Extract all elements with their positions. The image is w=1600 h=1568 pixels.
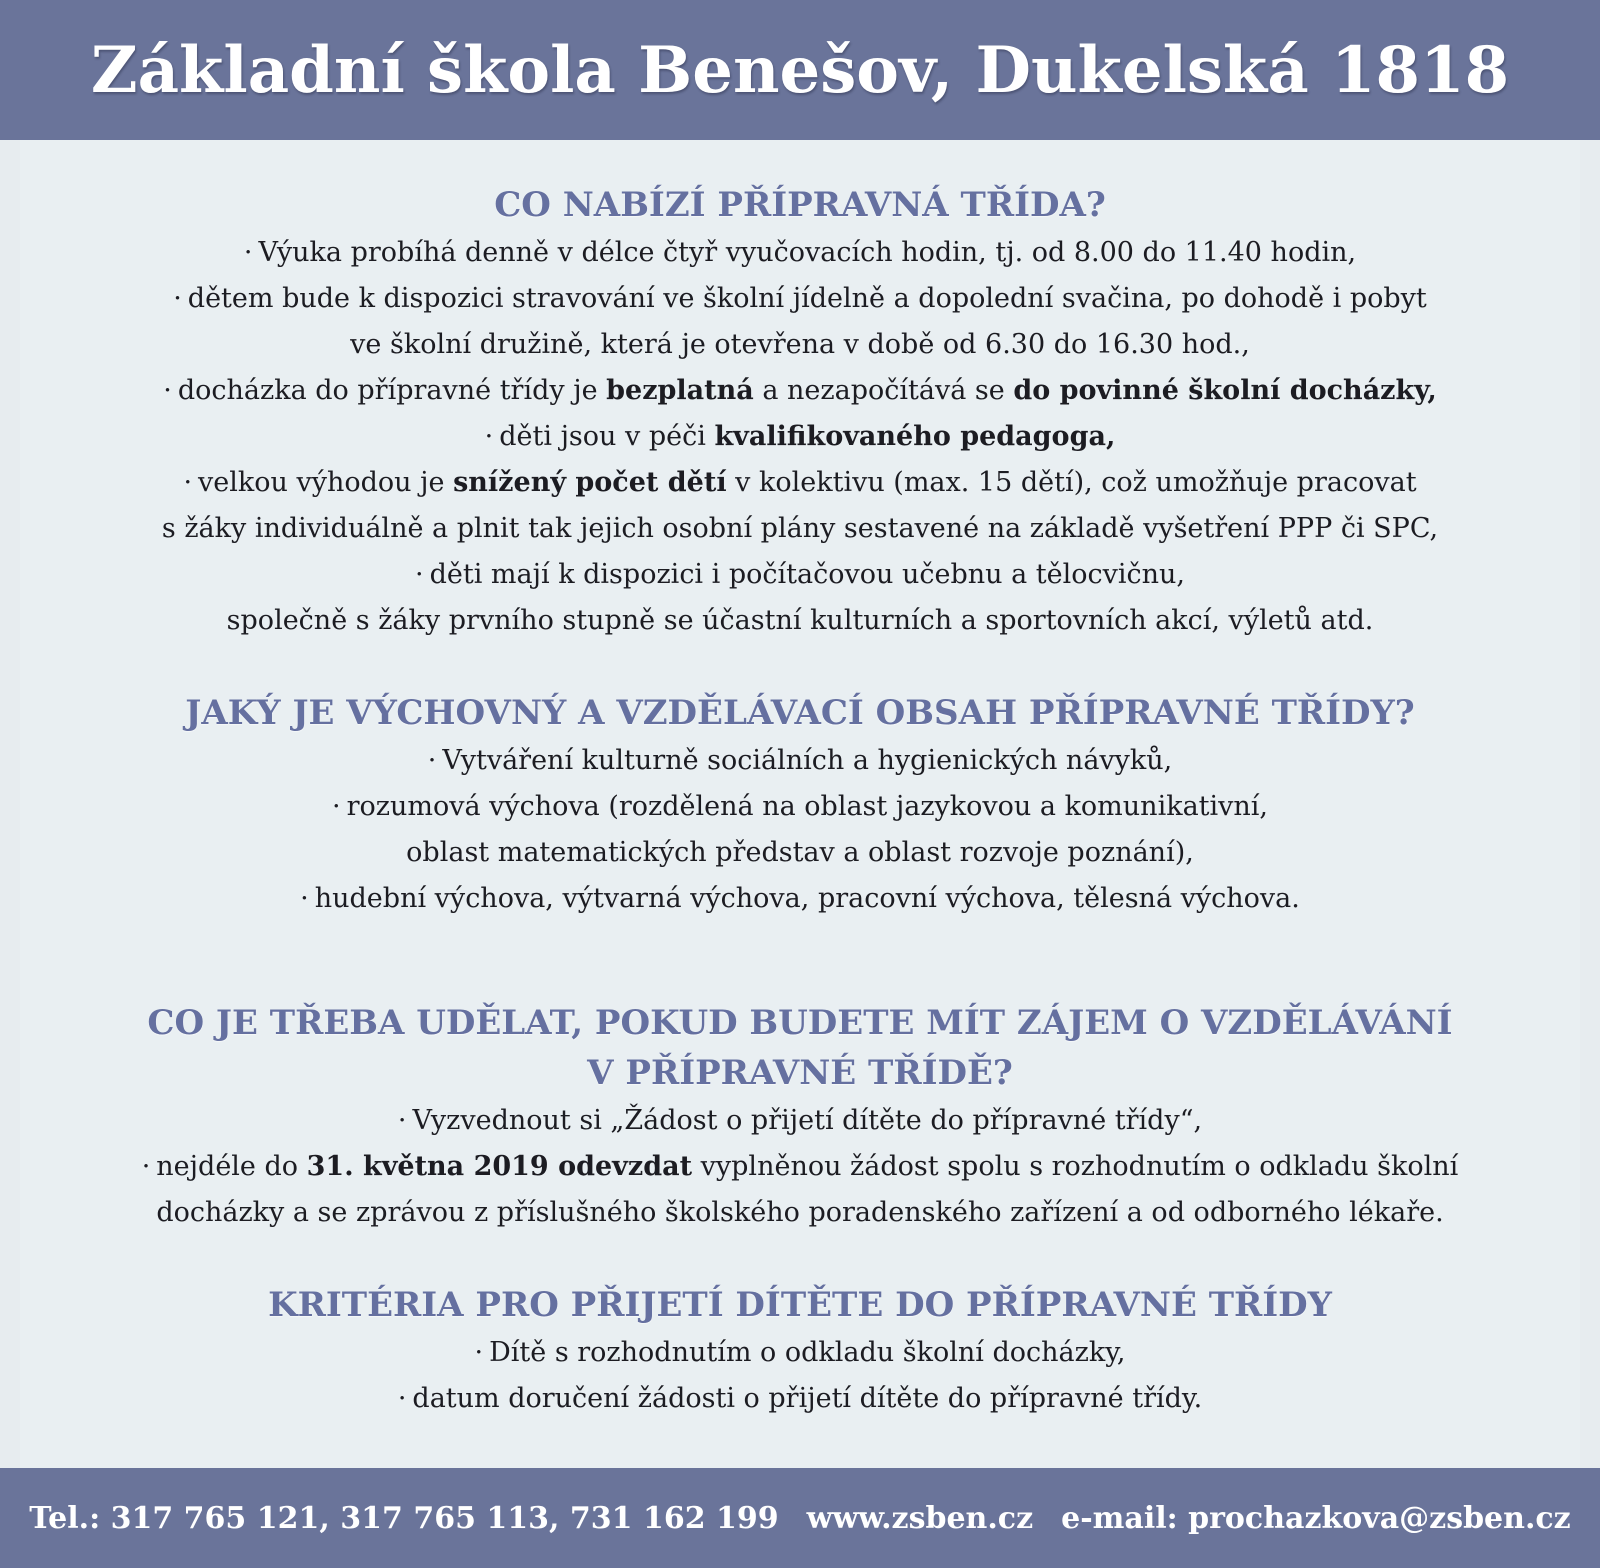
bullet-icon: ·: [173, 283, 182, 314]
list-item-continuation: docházky a se zprávou z příslušného školského poradenského zařízení a od odborného lékaře.: [156, 1197, 1444, 1228]
bullet-icon: ·: [414, 559, 424, 590]
list-item: · Vyzvednout si „Žádost o přijetí dítěte do přípravné třídy“,: [20, 1098, 1580, 1144]
section-apply: [20, 998, 1580, 1236]
bullet-icon: ·: [397, 1105, 407, 1136]
bullet-icon: ·: [183, 467, 193, 498]
bullet-icon: ·: [243, 237, 253, 268]
bullet-icon: ·: [300, 883, 309, 914]
section-title: KRITÉRIA PRO PŘIJETÍ DÍTĚTE DO PŘÍPRAVNÉ TŘÍDY: [268, 1285, 1332, 1325]
content-panel: [20, 140, 1580, 1468]
section-title: JAKÝ JE VÝCHOVNÝ A VZDĚLÁVACÍ OBSAH PŘÍPRAVNÉ TŘÍDY?: [185, 693, 1415, 733]
email-link[interactable]: e-mail: prochazkova@zsben.cz: [1061, 1500, 1571, 1536]
list-item: · Vytváření kulturně sociálních a hygienických návyků,: [20, 738, 1580, 784]
bullet-icon: ·: [331, 791, 341, 822]
list-item: · dětem bude k dispozici stravování ve školní jídelně a dopolední svačina, po dohodě i pobyt: [20, 276, 1580, 322]
section-content: [20, 688, 1580, 922]
bullet-icon: ·: [474, 1337, 484, 1368]
list-item: společně s žáky prvního stupně se účastní kulturních a sportovních akcí, výletů atd.: [226, 605, 1374, 636]
bullet-icon: ·: [141, 1151, 151, 1182]
list-item-continuation: ve školní družině, která je otevřena v době od 6.30 do 16.30 hod.,: [350, 329, 1250, 360]
list-item: · děti mají k dispozici i počítačovou učebnu a tělocvičnu,: [20, 552, 1580, 598]
bullet-icon: ·: [163, 375, 172, 406]
list-item: · Dítě s rozhodnutím o odkladu školní docházky,: [20, 1330, 1580, 1376]
list-item-continuation: oblast matematických představ a oblast rozvoje poznání),: [406, 837, 1194, 868]
section-offer: [20, 180, 1580, 644]
page-title: Základní škola Benešov, Dukelská 1818: [90, 32, 1510, 108]
title-banner: [0, 0, 1600, 140]
list-item: · děti jsou v péči kvalifikovaného pedagoga,: [20, 414, 1580, 460]
bullet-icon: ·: [397, 1383, 407, 1414]
bullet-icon: ·: [427, 745, 437, 776]
list-item: · Výuka probíhá denně v délce čtyř vyučovacích hodin, tj. od 8.00 do 11.40 hodin,: [20, 230, 1580, 276]
list-item: · docházka do přípravné třídy je bezplatná a nezapočítává se do povinné školní docházky,: [20, 368, 1580, 414]
section-title: CO JE TŘEBA UDĚLAT, POKUD BUDETE MÍT ZÁJEM O VZDĚLÁVÁNÍ: [147, 1003, 1453, 1043]
list-item: · hudební výchova, výtvarná výchova, pracovní výchova, tělesná výchova.: [20, 876, 1580, 922]
list-item-continuation: s žáky individuálně a plnit tak jejich osobní plány sestavené na základě vyšetření PPP či SPC,: [161, 513, 1439, 544]
contact-footer: [0, 1468, 1600, 1568]
list-item: · velkou výhodou je snížený počet dětí v kolektivu (max. 15 dětí), což umožňuje pracovat: [20, 460, 1580, 506]
list-item: · datum doručení žádosti o přijetí dítěte do přípravné třídy.: [20, 1376, 1580, 1422]
bullet-icon: ·: [484, 421, 494, 452]
section-criteria: [20, 1280, 1580, 1422]
section-title: CO NABÍZÍ PŘÍPRAVNÁ TŘÍDA?: [494, 185, 1106, 225]
list-item: · rozumová výchova (rozdělená na oblast jazykovou a komunikativní,: [20, 784, 1580, 830]
section-title-line2: V PŘÍPRAVNÉ TŘÍDĚ?: [587, 1053, 1013, 1093]
list-item: · nejdéle do 31. května 2019 odevzdat vyplněnou žádost spolu s rozhodnutím o odkladu školní: [20, 1144, 1580, 1190]
phone-numbers: Tel.: 317 765 121, 317 765 113, 731 162 199: [29, 1500, 779, 1536]
website-link[interactable]: www.zsben.cz: [806, 1500, 1034, 1536]
